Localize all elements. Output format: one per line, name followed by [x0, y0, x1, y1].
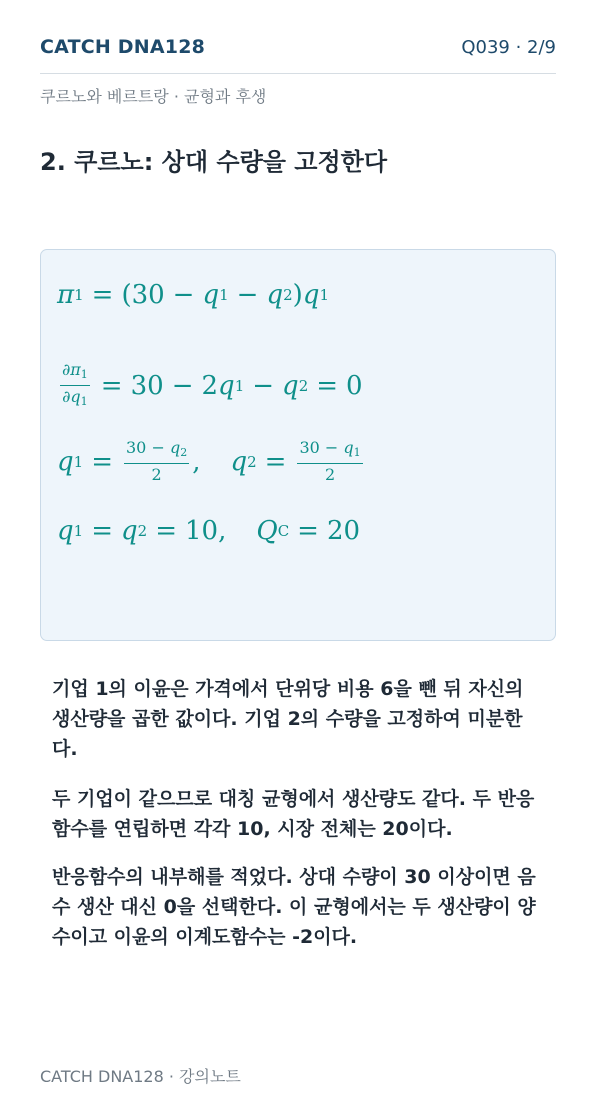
equation-profit: π 1 = (30 − q 1 − q 2 ) q 1 — [57, 280, 330, 310]
equation-equilibrium: q 1 = q 2 = 10, Q C = 20 — [57, 516, 361, 546]
paragraph-symmetric-equilibrium: 두 기업이 같으므로 대칭 균형에서 생산량도 같다. 두 반응함수를 연립하면 각각 10, 시장 전체는 20이다. — [52, 788, 535, 840]
footer: CATCH DNA128 · 강의노트 — [40, 1067, 241, 1086]
breadcrumb: 쿠르노와 베르트랑 · 균형과 후생 — [40, 87, 267, 106]
brand-title: CATCH DNA128 — [40, 36, 206, 58]
question-number: Q039 · 2/9 — [461, 37, 556, 58]
section-title: 2. 쿠르노: 상대 수량을 고정한다 — [40, 148, 388, 176]
paragraph-interior-solution: 반응함수의 내부해를 적었다. 상대 수량이 30 이상이면 음수 생산 대신 0을 선택한다. 이 균형에서는 두 생산량이 양수이고 이윤의 이계도함수는 -2이다. — [52, 866, 536, 948]
equation-box — [40, 249, 556, 641]
equation-reaction-functions: q 1 = $\frac{30 - q_2}{2}$ , q 2 = $\frac{30 - q_1}{2}$ — [57, 438, 361, 484]
paragraph-profit-explanation: 기업 1의 이윤은 가격에서 단위당 비용 6을 뺀 뒤 자신의 생산량을 곱한 값이다. 기업 2의 수량을 고정하여 미분한다. — [52, 678, 524, 760]
header — [40, 36, 556, 64]
header-divider — [40, 73, 556, 74]
equation-first-order-condition: $\frac{\partial\pi_1}{\partial q_1}$ = 30 − 2 q 1 − q 2 = 0 — [62, 360, 363, 408]
